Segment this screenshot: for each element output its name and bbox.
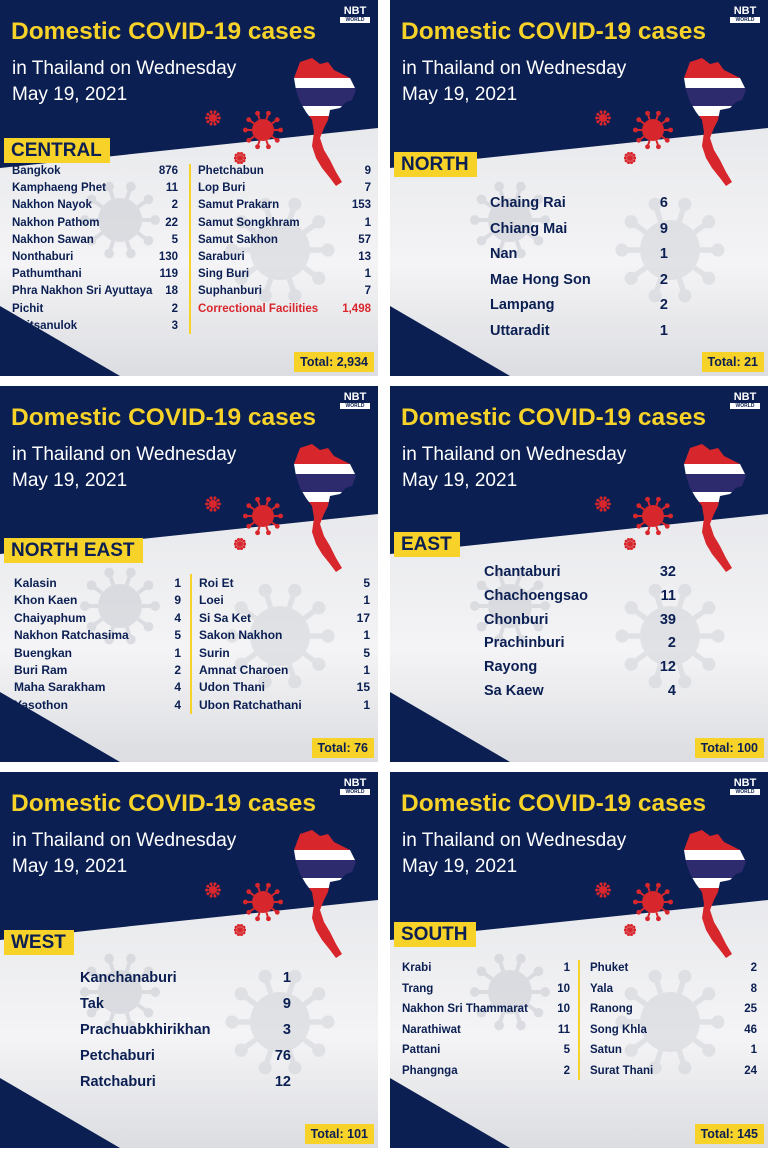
case-count: 876 — [158, 165, 178, 177]
province-name: Krabi — [402, 962, 432, 974]
case-row — [199, 611, 370, 628]
virus-icon — [205, 110, 221, 126]
case-count: 9 — [282, 996, 291, 1012]
case-list-list — [490, 195, 668, 349]
case-count: 2 — [659, 297, 668, 314]
virus-icon — [624, 152, 636, 164]
case-list-list — [80, 970, 291, 1100]
column-divider — [578, 960, 580, 1080]
case-row — [14, 680, 181, 697]
case-count: 1 — [363, 697, 370, 712]
case-row — [80, 1022, 291, 1048]
case-row — [12, 165, 178, 182]
case-count: 1 — [659, 246, 668, 263]
province-name: Pattani — [402, 1044, 441, 1057]
subtitle-line-2: May 19, 2021 — [402, 84, 518, 105]
logo-subtext: WORLD — [730, 789, 760, 795]
case-row — [12, 268, 178, 285]
virus-icon — [624, 924, 636, 936]
case-row — [14, 698, 181, 715]
case-row — [12, 199, 178, 216]
case-row — [590, 1003, 757, 1024]
case-count: 1 — [363, 662, 370, 677]
case-row — [402, 1024, 570, 1045]
subtitle-line-1: in Thailand on Wednesday — [12, 830, 237, 851]
thailand-flag-map-icon — [680, 828, 750, 968]
case-row — [484, 683, 676, 707]
province-name: Loei — [199, 593, 224, 608]
province-name: Roi Et — [199, 576, 234, 590]
case-count: 2 — [174, 662, 181, 677]
logo-subtext: WORLD — [340, 17, 370, 23]
case-count: 12 — [274, 1074, 291, 1090]
province-name: Samut Sakhon — [198, 233, 278, 246]
province-name: Pathumthani — [12, 268, 82, 281]
case-count: 9 — [364, 165, 371, 177]
case-row — [199, 646, 370, 663]
province-name: Nakhon Sri Thammarat — [402, 1003, 528, 1016]
province-name: Kanchanaburi — [80, 970, 177, 986]
case-row — [14, 628, 181, 645]
case-row — [490, 246, 668, 272]
total-badge: Total: 100 — [695, 738, 764, 758]
case-row — [80, 1048, 291, 1074]
province-name: Nakhon Ratchasima — [14, 628, 129, 643]
province-name: Nakhon Sawan — [12, 233, 94, 246]
case-count: 32 — [659, 564, 676, 580]
province-name: Sakon Nakhon — [199, 628, 283, 643]
case-count: 1,498 — [342, 302, 371, 315]
case-row — [198, 251, 371, 268]
province-name: Samut Prakarn — [198, 199, 280, 212]
case-count: 11 — [660, 587, 676, 604]
case-row — [590, 1044, 757, 1065]
nbt-world-logo — [730, 6, 760, 24]
panel-subtitle — [402, 56, 626, 108]
case-count: 39 — [659, 611, 676, 628]
panel-north-east — [0, 386, 378, 762]
province-name: Lampang — [490, 297, 555, 314]
case-row — [590, 983, 757, 1004]
province-name: Sing Buri — [198, 268, 250, 281]
case-row — [199, 593, 370, 610]
case-row — [14, 663, 181, 680]
province-name: Yala — [590, 982, 614, 995]
case-count: 1 — [364, 268, 371, 281]
case-list-right — [590, 962, 757, 1086]
case-count: 1 — [659, 322, 668, 339]
province-name: Nakhon Nayok — [12, 199, 92, 212]
province-name: Pichit — [12, 302, 44, 315]
subtitle-line-2: May 19, 2021 — [402, 856, 518, 877]
case-count: 4 — [174, 610, 181, 625]
case-row — [402, 1003, 570, 1024]
case-count: 5 — [563, 1044, 570, 1057]
case-row — [198, 165, 371, 182]
case-row — [198, 182, 371, 199]
case-count: 2 — [750, 962, 757, 974]
case-count: 4 — [174, 680, 181, 695]
case-list-list — [484, 564, 676, 707]
virus-icon — [241, 494, 285, 538]
subtitle-line-2: May 19, 2021 — [12, 856, 128, 877]
region-label: NORTH EAST — [4, 538, 143, 563]
total-badge: Total: 145 — [695, 1124, 764, 1144]
case-count: 3 — [282, 1022, 291, 1038]
case-count: 10 — [557, 982, 570, 995]
case-row — [12, 303, 178, 320]
case-row — [12, 234, 178, 251]
case-count: 22 — [165, 216, 178, 229]
case-row — [199, 680, 370, 697]
province-name: Chaing Rai — [490, 195, 566, 211]
case-row — [590, 1065, 757, 1086]
case-count: 6 — [659, 195, 668, 211]
case-count: 18 — [165, 285, 178, 298]
province-name: Buri Ram — [14, 662, 68, 677]
province-name: Si Sa Ket — [199, 610, 252, 625]
case-count: 11 — [165, 182, 178, 195]
subtitle-line-1: in Thailand on Wednesday — [402, 58, 627, 79]
case-row — [198, 234, 371, 251]
case-row — [199, 663, 370, 680]
province-name: Udon Thani — [199, 680, 265, 695]
case-count: 7 — [364, 285, 371, 298]
nbt-world-logo — [340, 6, 370, 24]
province-name: Phangnga — [402, 1064, 458, 1077]
virus-icon — [234, 152, 246, 164]
province-name: Nakhon Pathom — [12, 216, 100, 229]
province-name: Suphanburi — [198, 285, 262, 298]
panel-subtitle — [12, 442, 236, 494]
province-name: Saraburi — [198, 250, 245, 263]
panel-title: Domestic COVID-19 cases — [11, 18, 317, 45]
thailand-flag-map-icon — [680, 56, 750, 196]
province-name: Narathiwat — [402, 1023, 461, 1036]
case-count: 9 — [174, 593, 181, 608]
case-list-left — [12, 165, 178, 337]
case-list-left — [14, 576, 181, 715]
province-name: Phitsanulok — [12, 319, 78, 332]
province-name: Phra Nakhon Sri Ayuttaya — [12, 285, 153, 298]
case-count: 1 — [282, 970, 291, 986]
case-count: 5 — [363, 576, 370, 590]
case-count: 5 — [174, 628, 181, 643]
case-row — [590, 1024, 757, 1045]
panel-subtitle — [12, 828, 236, 880]
case-row — [490, 323, 668, 349]
case-row — [484, 659, 676, 683]
province-name: Bangkok — [12, 165, 61, 177]
thailand-flag-map-icon — [290, 442, 360, 582]
case-count: 1 — [174, 645, 181, 660]
province-name: Satun — [590, 1044, 622, 1057]
province-name: Surat Thani — [590, 1064, 654, 1077]
panel-title: Domestic COVID-19 cases — [11, 790, 317, 817]
case-row — [14, 576, 181, 593]
logo-text: NBT — [733, 391, 757, 403]
case-list-right — [199, 576, 370, 715]
panel-title: Domestic COVID-19 cases — [401, 790, 707, 817]
province-name: Nonthaburi — [12, 250, 74, 263]
case-count: 2 — [667, 635, 676, 652]
subtitle-line-1: in Thailand on Wednesday — [402, 444, 627, 465]
virus-icon — [595, 882, 611, 898]
virus-icon — [205, 882, 221, 898]
province-name: Yasothon — [14, 697, 69, 712]
case-count: 10 — [557, 1003, 570, 1016]
province-name: Ratchaburi — [80, 1074, 156, 1090]
province-name: Maha Sarakham — [14, 680, 106, 695]
panel-title: Domestic COVID-19 cases — [401, 18, 707, 45]
case-count: 5 — [363, 645, 370, 660]
province-name: Nan — [490, 246, 518, 263]
case-count: 153 — [351, 199, 371, 212]
province-name: Lop Buri — [198, 182, 246, 195]
province-name: Ranong — [590, 1003, 633, 1016]
province-name: Rayong — [484, 659, 538, 676]
case-count: 1 — [363, 628, 370, 643]
region-label: NORTH — [394, 152, 477, 177]
panel-south — [390, 772, 768, 1148]
province-name: Samut Songkhram — [198, 216, 300, 229]
case-count: 2 — [171, 302, 178, 315]
case-row — [198, 268, 371, 285]
case-row — [590, 962, 757, 983]
panel-east — [390, 386, 768, 762]
case-row — [490, 195, 668, 221]
nbt-world-logo — [730, 778, 760, 796]
nbt-world-logo — [730, 392, 760, 410]
case-row — [484, 612, 676, 636]
case-count: 2 — [171, 199, 178, 212]
case-count: 24 — [744, 1064, 757, 1077]
logo-text: NBT — [343, 5, 367, 17]
case-row — [80, 970, 291, 996]
case-row — [12, 182, 178, 199]
panel-central — [0, 0, 378, 376]
province-name: Uttaradit — [490, 322, 550, 339]
province-name: Phuket — [590, 962, 629, 974]
panel-subtitle — [402, 442, 626, 494]
case-row — [199, 628, 370, 645]
case-row — [490, 297, 668, 323]
province-name: Prachuabkhirikhan — [80, 1022, 211, 1038]
logo-subtext: WORLD — [340, 403, 370, 409]
case-count: 25 — [744, 1003, 757, 1016]
logo-subtext: WORLD — [730, 17, 760, 23]
region-label: CENTRAL — [4, 138, 110, 163]
case-count: 13 — [358, 250, 371, 263]
case-count: 9 — [659, 220, 668, 237]
case-count: 17 — [356, 610, 370, 625]
region-label: SOUTH — [394, 922, 476, 947]
case-count: 11 — [557, 1023, 570, 1036]
subtitle-line-1: in Thailand on Wednesday — [12, 58, 237, 79]
case-count: 119 — [159, 268, 178, 281]
case-count: 4 — [174, 697, 181, 712]
case-count: 4 — [667, 682, 676, 699]
virus-icon — [595, 110, 611, 126]
subtitle-line-1: in Thailand on Wednesday — [12, 444, 237, 465]
corner-decoration — [390, 1078, 510, 1148]
province-name: Khon Kaen — [14, 593, 78, 608]
case-row — [12, 285, 178, 302]
case-row — [80, 996, 291, 1022]
case-row — [80, 1074, 291, 1100]
case-count: 8 — [750, 982, 757, 995]
case-row — [198, 199, 371, 216]
subtitle-line-1: in Thailand on Wednesday — [402, 830, 627, 851]
case-count: 1 — [563, 962, 570, 974]
case-count: 46 — [744, 1023, 757, 1036]
region-label: WEST — [4, 930, 74, 955]
province-name: Surin — [199, 645, 230, 660]
case-count: 15 — [356, 680, 370, 695]
case-count: 1 — [174, 576, 181, 590]
case-count: 57 — [358, 233, 371, 246]
logo-text: NBT — [343, 777, 367, 789]
province-name: Chaiyaphum — [14, 610, 87, 625]
case-count: 1 — [364, 216, 371, 229]
case-count: 7 — [364, 182, 371, 195]
virus-icon — [205, 496, 221, 512]
case-count: 12 — [659, 659, 676, 676]
province-name: Kamphaeng Phet — [12, 182, 106, 195]
case-count: 130 — [158, 250, 178, 263]
province-name: Song Khla — [590, 1023, 647, 1036]
case-count: 76 — [274, 1048, 291, 1064]
case-row — [198, 285, 371, 302]
province-name: Correctional Facilities — [198, 302, 319, 315]
case-count: 1 — [750, 1044, 757, 1057]
panel-title: Domestic COVID-19 cases — [11, 404, 317, 431]
logo-text: NBT — [343, 391, 367, 403]
panel-subtitle — [12, 56, 236, 108]
case-row — [402, 983, 570, 1004]
case-row — [484, 564, 676, 588]
logo-subtext: WORLD — [340, 789, 370, 795]
case-row — [484, 588, 676, 612]
logo-subtext: WORLD — [730, 403, 760, 409]
virus-icon — [631, 108, 675, 152]
case-row — [12, 251, 178, 268]
province-name: Sa Kaew — [484, 682, 544, 699]
case-count: 2 — [563, 1064, 570, 1077]
province-name: Chantaburi — [484, 564, 561, 580]
province-name: Phetchabun — [198, 165, 264, 177]
subtitle-line-2: May 19, 2021 — [402, 470, 518, 491]
total-badge: Total: 101 — [305, 1124, 374, 1144]
total-badge: Total: 76 — [312, 738, 374, 758]
logo-text: NBT — [733, 5, 757, 17]
case-row — [199, 576, 370, 593]
case-row — [490, 221, 668, 247]
panel-title: Domestic COVID-19 cases — [401, 404, 707, 431]
subtitle-line-2: May 19, 2021 — [12, 470, 128, 491]
column-divider — [189, 164, 191, 334]
thailand-flag-map-icon — [680, 442, 750, 582]
virus-icon — [631, 880, 675, 924]
case-row — [14, 646, 181, 663]
province-name: Petchaburi — [80, 1048, 155, 1064]
province-name: Tak — [80, 996, 104, 1012]
nbt-world-logo — [340, 392, 370, 410]
case-list-left — [402, 962, 570, 1086]
region-label: EAST — [394, 532, 460, 557]
province-name: Kalasin — [14, 576, 57, 590]
case-row — [402, 1044, 570, 1065]
province-name: Buengkan — [14, 645, 73, 660]
panel-west — [0, 772, 378, 1148]
case-count: 2 — [659, 271, 668, 288]
panel-north — [390, 0, 768, 376]
virus-icon — [595, 496, 611, 512]
case-count: 1 — [363, 593, 370, 608]
case-row — [402, 962, 570, 983]
thailand-flag-map-icon — [290, 828, 360, 968]
province-name: Mae Hong Son — [490, 271, 591, 288]
case-row — [484, 635, 676, 659]
column-divider — [190, 574, 192, 714]
virus-icon — [241, 108, 285, 152]
subtitle-line-2: May 19, 2021 — [12, 84, 128, 105]
case-count: 3 — [171, 319, 178, 332]
logo-text: NBT — [733, 777, 757, 789]
virus-icon — [624, 538, 636, 550]
virus-icon — [241, 880, 285, 924]
province-name: Amnat Charoen — [199, 662, 289, 677]
province-name: Chiang Mai — [490, 220, 568, 237]
total-badge: Total: 2,934 — [294, 352, 374, 372]
virus-icon — [631, 494, 675, 538]
case-row — [12, 320, 178, 337]
province-name: Prachinburi — [484, 635, 565, 652]
virus-icon — [234, 924, 246, 936]
case-row — [14, 593, 181, 610]
total-badge: Total: 21 — [702, 352, 764, 372]
case-row — [198, 303, 371, 320]
case-row — [490, 272, 668, 298]
case-row — [198, 217, 371, 234]
case-row — [12, 217, 178, 234]
nbt-world-logo — [340, 778, 370, 796]
case-row — [14, 611, 181, 628]
virus-icon — [234, 538, 246, 550]
province-name: Chonburi — [484, 611, 549, 628]
panel-subtitle — [402, 828, 626, 880]
case-count: 5 — [171, 233, 178, 246]
case-list-right — [198, 165, 371, 320]
case-row — [402, 1065, 570, 1086]
province-name: Trang — [402, 982, 434, 995]
province-name: Chachoengsao — [484, 587, 588, 604]
case-row — [199, 698, 370, 715]
province-name: Ubon Ratchathani — [199, 697, 302, 712]
